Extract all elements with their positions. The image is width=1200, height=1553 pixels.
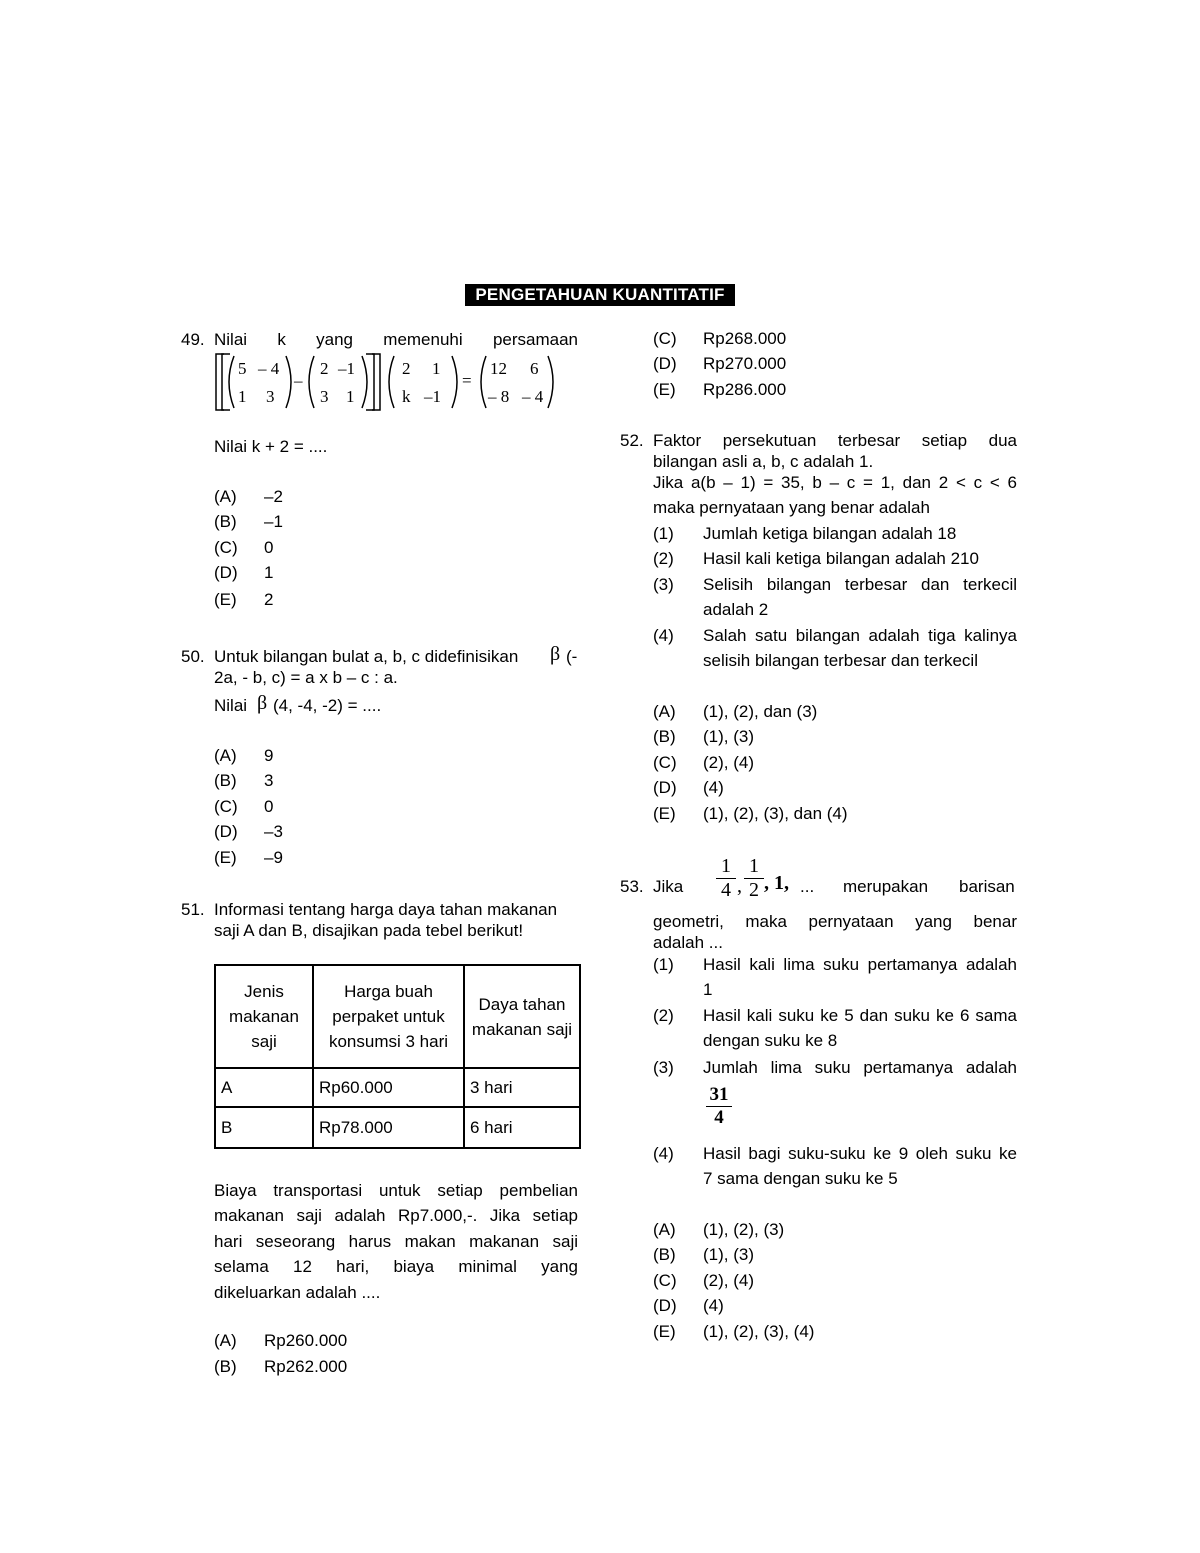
m3-b: 1: [432, 359, 441, 378]
question-text-line2: bilangan asli a, b, c adalah 1.: [653, 452, 874, 471]
paragraph-line: Biaya transportasi untuk setiap pembelian: [214, 1181, 578, 1200]
question-text-line1: Untuk bilangan bulat a, b, c didefinisikan: [214, 647, 519, 666]
m1-a: 5: [238, 359, 247, 378]
table-cell: A: [215, 1068, 313, 1107]
minus-sign: –: [294, 371, 303, 390]
question-text-line3: Jika a(b – 1) = 35, b – c = 1, dan 2 < c < 6: [653, 473, 1017, 492]
question-prompt: Nilai k + 2 = ....: [214, 437, 328, 456]
price-table: [214, 964, 581, 1149]
fraction-one-quarter: $\frac{1}{4}$: [716, 855, 736, 902]
page-title: PENGETAHUAN KUANTITATIF: [465, 284, 735, 306]
statement-2: (2) Hasil kali suku ke 5 dan suku ke 6 sama dengan suku ke 8: [653, 1006, 1017, 1050]
statement-1: (1) Hasil kali lima suku pertamanya adalah 1: [653, 955, 1017, 999]
m4-a: 12: [490, 359, 507, 378]
fraction-one-half: $\frac{1}{2}$: [744, 855, 764, 902]
question-prompt-suffix: (4, -4, -2) = ....: [273, 696, 382, 715]
question-prompt-prefix: Nilai: [214, 696, 248, 715]
question-text-line2: 2a, - b, c) = a x b – c : a.: [214, 668, 398, 687]
question-text-line2: geometri, maka pernyataan yang benar: [653, 912, 1017, 931]
m2-d: 1: [346, 387, 355, 406]
table-cell: 3 hari: [464, 1068, 580, 1107]
table-cell: 6 hari: [464, 1107, 580, 1148]
m4-c: – 8: [488, 387, 510, 406]
ellipsis: ...: [800, 877, 815, 896]
statement-3: (3) Selisih bilangan terbesar dan terkecil adalah 2: [653, 575, 1017, 619]
comma: ,: [737, 875, 742, 897]
jika-word: Jika: [653, 877, 684, 896]
question-text-line1: Faktor persekutuan terbesar setiap dua: [653, 431, 1017, 450]
table-cell: B: [215, 1107, 313, 1148]
sequence-tail: , 1,: [764, 872, 789, 894]
word-merupakan: merupakan: [843, 877, 929, 896]
table-header-harga: Harga buah perpaket untuk konsumsi 3 hari: [313, 965, 464, 1068]
paragraph-line: makanan saji adalah Rp7.000,-. Jika setiap: [214, 1206, 578, 1225]
beta-symbol: β: [257, 692, 268, 714]
m1-b: – 4: [258, 359, 280, 378]
question-text-line4: maka pernyataan yang benar adalah: [653, 498, 930, 517]
table-cell: Rp60.000: [313, 1068, 464, 1107]
m3-d: –1: [424, 387, 441, 406]
equals-sign: =: [462, 371, 472, 390]
paragraph-line: selama 12 hari, biaya minimal yang: [214, 1257, 578, 1276]
question-number: 53.: [620, 877, 644, 896]
fraction-31-4: $\frac{31}{4}$: [706, 1084, 732, 1129]
table-header-jenis: Jenis makanan saji: [215, 965, 313, 1068]
question-text-line2: saji A dan B, disajikan pada tebel berikut!: [214, 921, 524, 940]
statement-4: (4) Salah satu bilangan adalah tiga kalinya selisih bilangan terbesar dan terkecil: [653, 626, 1017, 670]
m1-c: 1: [238, 387, 247, 406]
question-text-line1-end: (-: [566, 647, 578, 666]
m2-b: –1: [338, 359, 355, 378]
statement-4: (4) Hasil bagi suku-suku ke 9 oleh suku ke 7 sama dengan suku ke 5: [653, 1144, 1017, 1188]
m1-d: 3: [266, 387, 275, 406]
m3-c: k: [402, 387, 411, 406]
question-number: 52.: [620, 431, 644, 450]
question-text: Nilai k yang memenuhi persamaan: [214, 330, 578, 349]
table-header-daya: Daya tahan makanan saji: [464, 965, 580, 1068]
paragraph-line: hari seseorang harus makan makanan saji: [214, 1232, 578, 1251]
table-row: [215, 1107, 580, 1148]
m4-d: – 4: [522, 387, 544, 406]
m2-a: 2: [320, 359, 329, 378]
m3-a: 2: [402, 359, 411, 378]
question-text-line3: adalah ...: [653, 933, 723, 952]
matrix-equation: [212, 350, 582, 414]
question-number: 51.: [181, 900, 205, 919]
table-row: [215, 1068, 580, 1107]
m2-c: 3: [320, 387, 329, 406]
question-text-line1: Informasi tentang harga daya tahan makanan: [214, 900, 558, 919]
table-cell: Rp78.000: [313, 1107, 464, 1148]
question-number: 49.: [181, 330, 205, 349]
paragraph-line-last: dikeluarkan adalah ....: [214, 1283, 381, 1302]
m4-b: 6: [530, 359, 539, 378]
statement-3: (3) Jumlah lima suku pertamanya adalah: [653, 1058, 1017, 1077]
question-number: 50.: [181, 647, 205, 666]
beta-symbol: β: [550, 643, 561, 665]
word-barisan: barisan: [959, 877, 1015, 896]
